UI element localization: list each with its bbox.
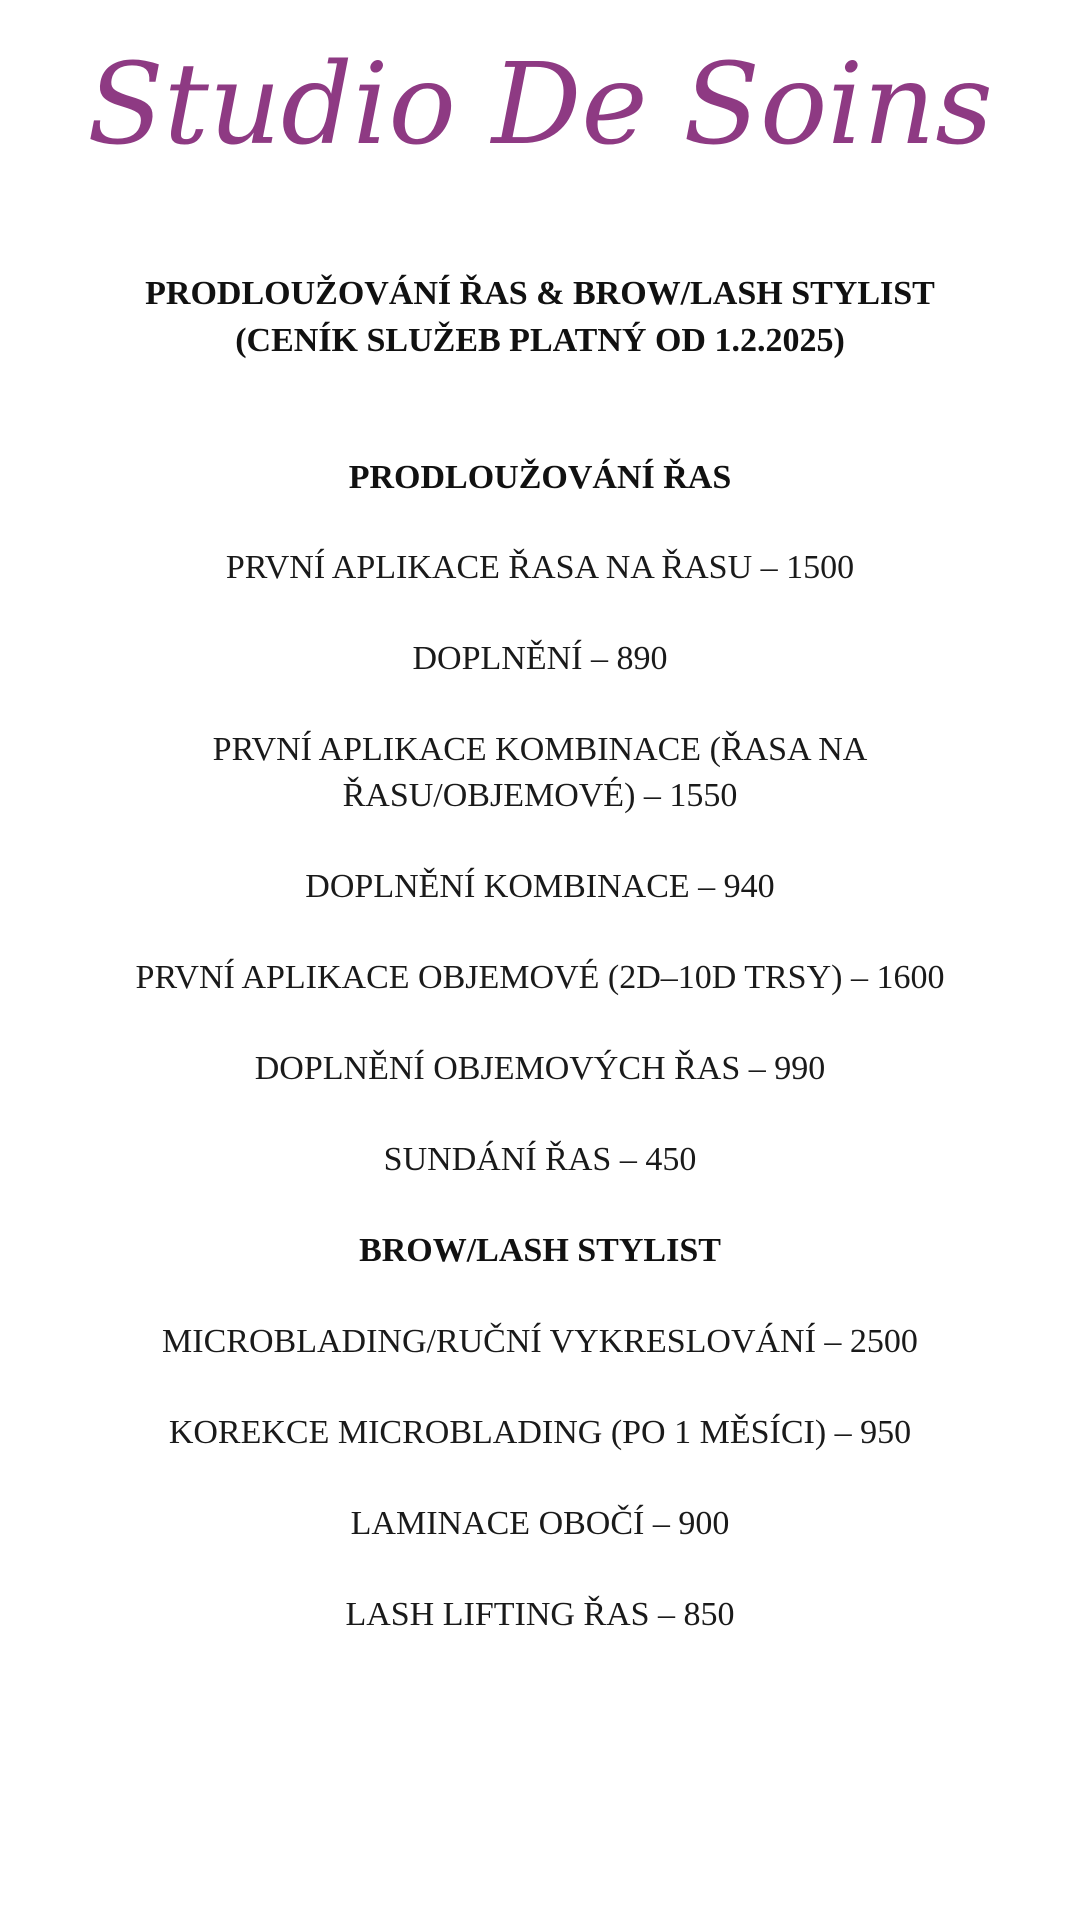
price-item: PRVNÍ APLIKACE OBJEMOVÉ (2D–10D TRSY) – 1600 (135, 959, 945, 996)
price-item: SUNDÁNÍ ŘAS – 450 (383, 1141, 697, 1178)
price-item: MICROBLADING/RUČNÍ VYKRESLOVÁNÍ – 2500 (162, 1323, 918, 1360)
studio-logo: Studio De Soins (87, 40, 993, 170)
price-item: PRVNÍ APLIKACE ŘASA NA ŘASU – 1500 (225, 549, 855, 586)
price-item: LASH LIFTING ŘAS – 850 (345, 1596, 735, 1633)
page-title: PRODLOUŽOVÁNÍ ŘAS & BROW/LASH STYLIST (CENÍK SLUŽEB PLATNÝ OD 1.2.2025) (145, 275, 935, 359)
section-heading-brow-lash-stylist: BROW/LASH STYLIST (359, 1232, 721, 1269)
section-heading-eyelash-extensions: PRODLOUŽOVÁNÍ ŘAS (348, 459, 732, 496)
price-item: DOPLNĚNÍ – 890 (412, 640, 668, 677)
price-item: PRVNÍ APLIKACE KOMBINACE (ŘASA NA ŘASU/OBJEMOVÉ) – 1550 (212, 731, 868, 814)
price-item: DOPLNĚNÍ OBJEMOVÝCH ŘAS – 990 (254, 1050, 826, 1087)
price-item: DOPLNĚNÍ KOMBINACE – 940 (305, 868, 775, 905)
price-item: LAMINACE OBOČÍ – 900 (350, 1505, 730, 1542)
price-item: KOREKCE MICROBLADING (PO 1 MĚSÍCI) – 950 (168, 1414, 912, 1451)
